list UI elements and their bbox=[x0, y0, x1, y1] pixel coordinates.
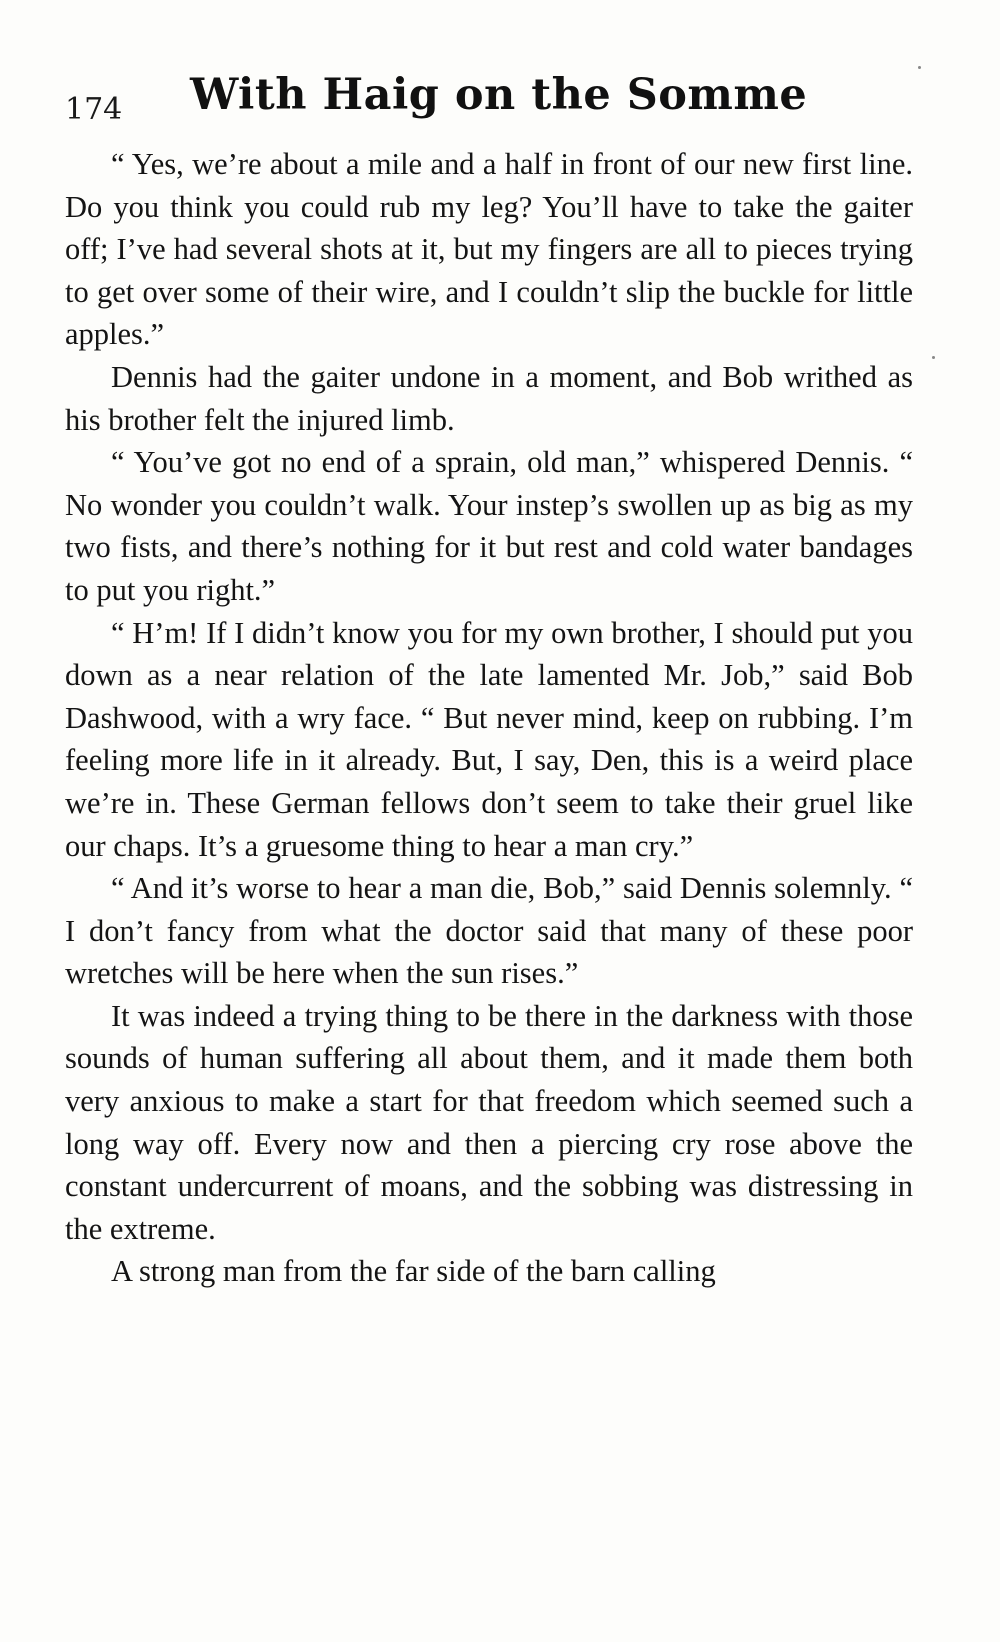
body-text bbox=[65, 143, 913, 1293]
paper-speck bbox=[918, 66, 921, 69]
paragraph: “ And it’s worse to hear a man die, Bob,” said Dennis solemnly. “ I don’t fancy from what the doctor said that many of these poor wretches will be here when the sun rises.” bbox=[65, 871, 913, 991]
paragraph: “ You’ve got no end of a sprain, old man,” whispered Dennis. “ No wonder you couldn’t walk. Your instep’s swollen up as big as my two fists, and there’s nothing for it but rest and cold water bandages to put you right.” bbox=[65, 445, 913, 607]
paragraph: “ Yes, we’re about a mile and a half in front of our new first line. Do you think you could rub my leg? You’ll have to take the gaiter off; I’ve had several shots at it, but my fingers are all to pieces trying to get over some of their wire, and I couldn’t slip the buckle for little apples.” bbox=[65, 147, 913, 352]
paragraph: “ H’m! If I didn’t know you for my own brother, I should put you down as a near relation of the late lamented Mr. Job,” said Bob Dashwood, with a wry face. “ But never mind, keep on rubbing. I’m feeling more life in it already. But, I say, Den, this is a weird place we’re in. These German fellows don’t seem to take their gruel like our chaps. It’s a gruesome thing to hear a man cry.” bbox=[65, 615, 913, 863]
page-number: 174 bbox=[65, 92, 123, 127]
paragraph: Dennis had the gaiter undone in a moment, and Bob writhed as his brother felt the injured limb. bbox=[65, 359, 913, 437]
paper-speck bbox=[932, 356, 935, 359]
running-title: With Haig on the Somme bbox=[190, 70, 808, 120]
page-header bbox=[65, 70, 925, 140]
paragraph: A strong man from the far side of the barn calling bbox=[111, 1254, 716, 1289]
paragraph: It was indeed a trying thing to be there in the darkness with those sounds of human suffering all about them, and it made them both very anxious to make a start for that freedom which seemed such a long way off. Every now and then a piercing cry rose above the constant undercurrent of moans, and the sobbing was distressing in the extreme. bbox=[65, 998, 913, 1246]
